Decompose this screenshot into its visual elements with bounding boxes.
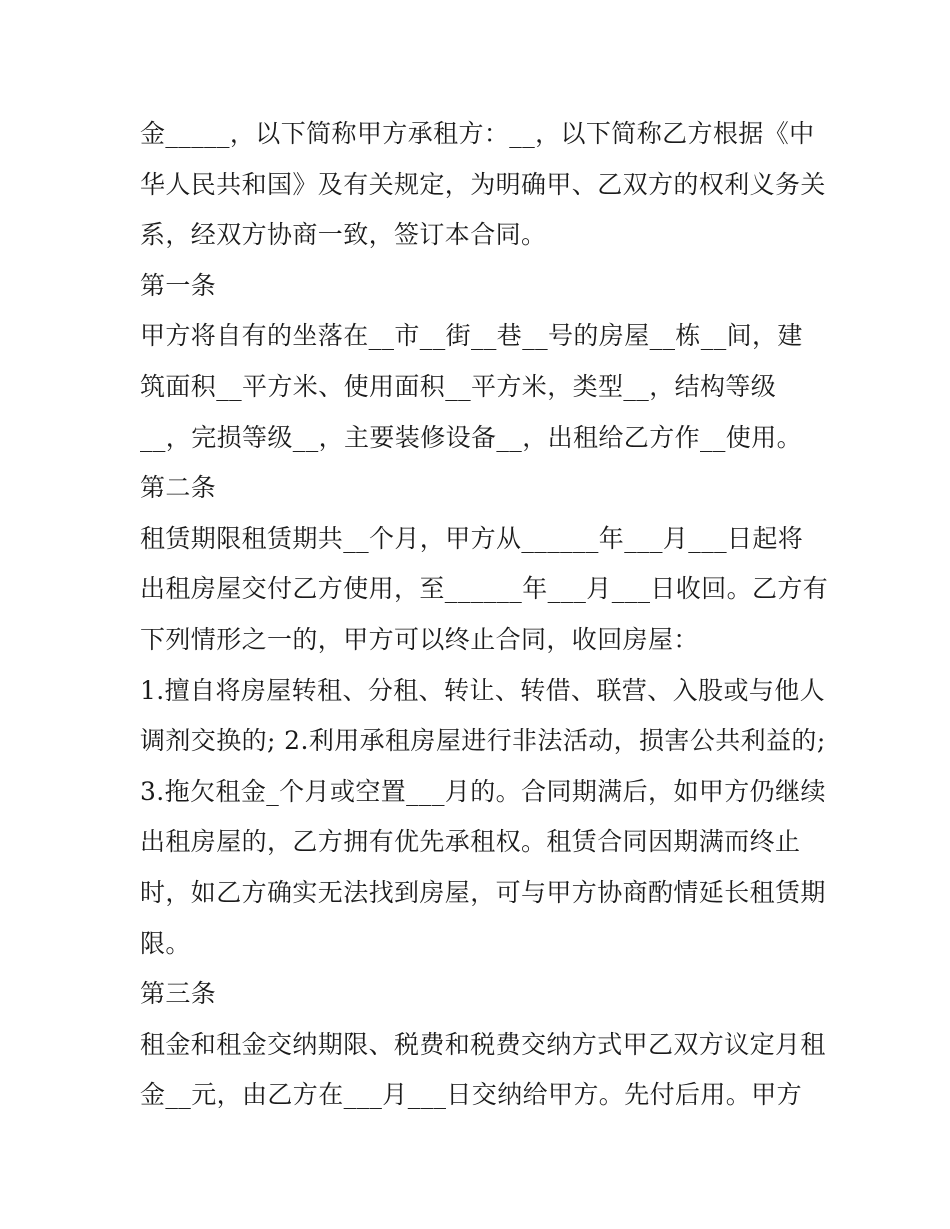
document-body bbox=[140, 109, 829, 1121]
text-line: 系，经双方协商一致，签订本合同。 bbox=[140, 220, 547, 250]
text-line: 限。 bbox=[140, 928, 191, 958]
text-line: 华人民共和国》及有关规定，为明确甲、乙双方的权利义务关 bbox=[140, 169, 826, 199]
text-line: 租赁期限租赁期共__个月，甲方从______年___月___日起将 bbox=[140, 523, 804, 553]
text-line: 出租房屋的，乙方拥有优先承租权。租赁合同因期满而终止 bbox=[140, 827, 801, 857]
text-line: __，完损等级__，主要装修设备__，出租给乙方作__使用。 bbox=[140, 422, 803, 452]
text-line: 下列情形之一的，甲方可以终止合同，收回房屋： bbox=[140, 624, 699, 654]
text-line: 筑面积__平方米、使用面积__平方米，类型__，结构等级 bbox=[140, 371, 777, 401]
section-heading: 第三条 bbox=[140, 979, 217, 1009]
text-line: 时，如乙方确实无法找到房屋，可与甲方协商酌情延长租赁期 bbox=[140, 877, 826, 907]
section-heading: 第一条 bbox=[140, 270, 217, 300]
text-line: 金__元，由乙方在___月___日交纳给甲方。先付后用。甲方 bbox=[140, 1080, 803, 1110]
text-line: 出租房屋交付乙方使用，至______年___月___日收回。乙方有 bbox=[140, 574, 829, 604]
text-line: 调剂交换的; 2.利用承租房屋进行非法活动，损害公共利益的; bbox=[140, 726, 826, 756]
text-line: 1.擅自将房屋转租、分租、转让、转借、联营、入股或与他人 bbox=[140, 675, 826, 705]
text-line: 金_____，以下简称甲方承租方：__，以下简称乙方根据《中 bbox=[140, 119, 815, 148]
text-line: 3.拖欠租金_个月或空置___月的。合同期满后，如甲方仍继续 bbox=[140, 776, 826, 806]
text-line: 租金和租金交纳期限、税费和税费交纳方式甲乙双方议定月租 bbox=[140, 1029, 826, 1059]
text-line: 甲方将自有的坐落在__市__街__巷__号的房屋__栋__间，建 bbox=[140, 321, 803, 351]
section-heading: 第二条 bbox=[140, 473, 217, 503]
